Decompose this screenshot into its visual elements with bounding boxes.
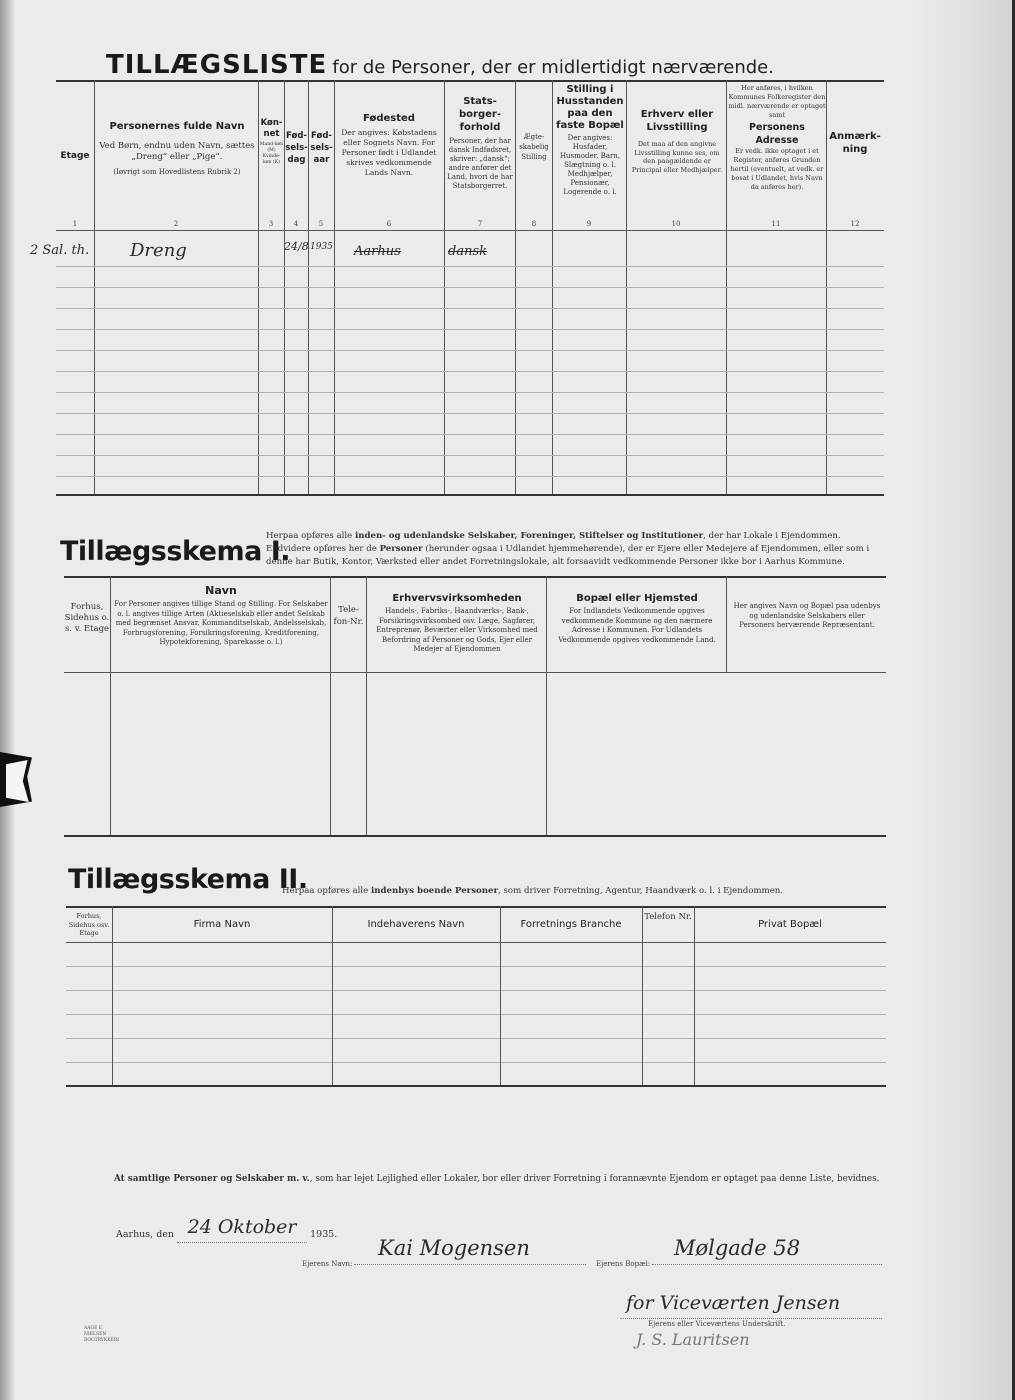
- page-fold-shadow: [912, 0, 1012, 1400]
- header-koen-label: Køn-net: [260, 118, 283, 139]
- attestation-rest: , som har lejet Lejlighed eller Lokaler, bor eller driver Forretning i forannævnte Ejendom er optaget paa denne Liste, bevidnes.: [309, 1174, 880, 1184]
- skema1-header-bopael-label: Bopæl eller Hjemsted: [576, 593, 698, 604]
- skema1-header-navn: [114, 584, 328, 648]
- skema2-top-border: [66, 906, 886, 908]
- skema2-col-divider: [642, 906, 643, 1085]
- skema1-header-erhverv-note: Handels-, Fabriks-, Haandværks-, Bank-, Forsikringsvirksomhed osv. Læge, Sagfører, Entreprenør, Beværter eller Virksomhed med Befordring af Personer og Gods, Ejer eller Medejer af Ejendommen: [376, 607, 538, 653]
- attestation-bold: At samtlige Personer og Selskaber m. v.: [114, 1174, 310, 1184]
- skema1-col-divider: [726, 576, 727, 672]
- skema2-col-divider: [694, 906, 695, 1085]
- main-table-bottom-border: [56, 494, 884, 496]
- skema1-col-divider: [366, 576, 367, 835]
- header-erhverv: [628, 108, 726, 174]
- printer-imprint: AAGE E. NIELSEN BOGTRYKKERI: [84, 1326, 120, 1343]
- column-number: 11: [771, 220, 781, 228]
- skema1-header-telefon-text: Tele-fon-Nr.: [333, 605, 364, 627]
- skema2-header-etage: [66, 912, 112, 938]
- header-koen-note: Mand-køn (M) Kvinde-køn (K): [259, 142, 284, 165]
- header-anmaerkning: [827, 130, 883, 156]
- skema2-intro-text: , som driver Forretning, Agentur, Haandværk o. l. i Ejendommen.: [498, 886, 784, 896]
- header-statsborger-note: Personer, der har dansk Indfødsret, skriver: „dansk“; andre anfører det Land, hvori de har Statsborgerret.: [447, 137, 513, 190]
- skema1-header-bopael: [550, 592, 724, 645]
- date-line: [116, 1216, 338, 1243]
- header-foedselsdag-label: Fød-sels-dag: [285, 131, 308, 165]
- column-number: 2: [173, 220, 179, 228]
- main-row-line: [56, 413, 884, 414]
- skema1-intro-text: (herunder ogsaa i Udlandet hjemmehørende), der er Ejere eller Medejere af Ejendommen, eller som i denne har Butik, Kontor, Værksted eller andet Forretningslokale, alt forsaavidt vedkommende Personer ikke bor i Aarhus Kommune.: [266, 544, 870, 567]
- skema2-intro-bold: indenbys boende Personer: [370, 886, 499, 896]
- skema1-header-bottom: [64, 672, 886, 673]
- header-foedselsaar-label: Fød-sels-aar: [310, 131, 333, 165]
- main-table-header-bottom: [56, 230, 884, 231]
- skema1-bottom-border: [64, 835, 886, 837]
- column-number: 10: [671, 220, 681, 228]
- main-row-line: [56, 434, 884, 435]
- date-handwritten: 24 Oktober: [187, 1216, 297, 1238]
- header-etage-label: Etage: [60, 151, 90, 161]
- date-field: [177, 1216, 307, 1243]
- column-number: 7: [477, 220, 483, 228]
- header-statsborger: [446, 95, 514, 191]
- date-year: 1935.: [310, 1229, 338, 1240]
- entry-etage: 2 Sal. th.: [30, 243, 90, 258]
- header-aegteskab: [516, 132, 552, 162]
- main-row-line: [56, 371, 884, 372]
- skema1-header-telefon: [331, 604, 366, 628]
- header-foedselsdag: [285, 130, 308, 166]
- main-row-line: [56, 266, 884, 267]
- skema1-header-bopael-note: For Indlandets Vedkommende opgives vedkommende Kommune og den nærmere Adresse i Kommunen. For Udlandets Vedkommende opgives vedkommende Land.: [558, 607, 716, 644]
- header-adresse-note-top: Her anføres, i hvilken Kommunes Folkeregister den midl. nærværende er optaget samt: [728, 84, 826, 119]
- skema1-header-navn-label: Navn: [205, 584, 237, 597]
- skema1-intro-bold: inden- og udenlandske Selskaber, Foreninger, Stiftelser og Institutioner: [354, 531, 704, 541]
- header-navn-note: Ved Børn, endnu uden Navn, sættes „Dreng“ eller „Pige“.: [99, 141, 255, 162]
- header-navn-note2: (Iøvrigt som Hovedlistens Rubrik 2): [113, 168, 241, 176]
- skema2-header-branche: [500, 918, 642, 931]
- main-row-line: [56, 308, 884, 309]
- skema1-col-divider: [546, 576, 547, 835]
- skema1-intro-text: Herpaa opføres alle: [266, 531, 355, 541]
- skema2-header-firma-label: Firma Navn: [193, 919, 251, 930]
- skema2-title: Tillægsskema II.: [68, 864, 308, 895]
- header-koen: [259, 118, 284, 166]
- column-number: 12: [850, 220, 860, 228]
- skema1-title: Tillægsskema I.: [60, 536, 291, 567]
- skema1-header-erhverv-label: Erhvervsvirksomheden: [392, 593, 522, 604]
- column-number: 8: [531, 220, 537, 228]
- entry-foedselsaar: 1935: [310, 242, 333, 252]
- header-navn-label: Personernes fulde Navn: [109, 121, 245, 132]
- main-table-top-border: [56, 80, 884, 82]
- header-anmaerkning-label: Anmærk-ning: [829, 131, 881, 155]
- skema2-header-indehaver: [332, 918, 500, 931]
- skema1-header-repr: [732, 602, 882, 631]
- main-row-line: [56, 392, 884, 393]
- header-aegteskab-note: Ægte-skabelig Stilling: [519, 133, 549, 161]
- skema1-header-repr-note: Her angives Navn og Bopæl paa udenbys og udenlandske Selskabers eller Personers herværende Repræsentant.: [733, 602, 881, 629]
- skema2-intro: [282, 885, 886, 898]
- skema2-row-line: [66, 1038, 886, 1039]
- column-number: 3: [268, 220, 274, 228]
- header-adresse-label: Personens Adresse: [749, 122, 805, 146]
- main-title-word: TILLÆGSLISTE: [106, 50, 328, 80]
- caretaker-label: Ejerens eller Viceværtens Underskrift.: [648, 1320, 786, 1328]
- entry-foedested: Aarhus: [354, 244, 401, 259]
- main-row-line: [56, 329, 884, 330]
- header-foedested: [337, 112, 441, 178]
- skema1-col-divider: [110, 576, 111, 835]
- header-stilling-note: Der angives: Husfader, Husmoder, Barn, Slægtning o. l. Medhjælper, Pensionær, Logerende o. l.: [559, 134, 621, 196]
- skema1-header-erhverv: [370, 592, 544, 655]
- skema2-header-telefon: [642, 912, 694, 923]
- column-number: 1: [72, 220, 78, 228]
- header-adresse-note: Er vedk. ikke optaget i et Register, anføres Grunden hertil (eventuelt, at vedk. er bosat i Udlandet, hvis Navn da anføres her).: [730, 147, 824, 191]
- column-number: 9: [586, 220, 592, 228]
- skema2-bottom-border: [66, 1085, 886, 1087]
- header-stilling-label: Stilling i Husstanden paa den faste Bopæl: [556, 84, 624, 131]
- header-erhverv-note: Det maa af den angivne Livsstilling kunne ses, om den paagældende er Principal eller Medhjælper.: [631, 140, 723, 174]
- entry-statsborger: dansk: [448, 244, 487, 259]
- main-row-line: [56, 350, 884, 351]
- header-etage: [56, 150, 94, 163]
- header-navn: [98, 120, 256, 177]
- skema2-col-divider: [500, 906, 501, 1085]
- skema1-header-etage-text: Forhus, Sidehus o. s. v. Etage: [64, 602, 110, 634]
- caretaker-signature: for Viceværten Jensen: [626, 1292, 841, 1314]
- skema2-row-line: [66, 1014, 886, 1015]
- skema2-row-line: [66, 990, 886, 991]
- skema2-row-line: [66, 966, 886, 967]
- skema2-header-indehaver-label: Indehaverens Navn: [367, 919, 465, 930]
- second-signature: J. S. Lauritsen: [636, 1330, 750, 1349]
- owner-name-label: Ejerens Navn:: [302, 1260, 353, 1268]
- skema1-intro: [266, 530, 884, 569]
- main-row-line: [56, 287, 884, 288]
- skema2-header-privat: [694, 918, 886, 931]
- skema2-header-telefon-text: Telefon Nr.: [644, 912, 692, 922]
- header-erhverv-label: Erhverv eller Livsstilling: [640, 109, 714, 133]
- column-number: 6: [386, 220, 392, 228]
- binding-spine: [0, 0, 14, 1400]
- owner-address-line: [652, 1264, 882, 1265]
- header-adresse: [728, 84, 826, 192]
- main-title: [106, 50, 774, 80]
- skema1-header-etage: [64, 602, 110, 635]
- skema2-header-firma: [112, 918, 332, 931]
- skema1-header-navn-note: For Personer angives tillige Stand og Stilling. For Selskaber o. l. angives tillige Arten (Aktieselskab eller andet Selskab med begrænset Ansvar, Kommanditselskab, Andelsselskab, Forbrugsforening, Forsikringsforening, Kreditforening, Hypotekforening, Sparekasse o. l.): [114, 600, 328, 646]
- main-row-line: [56, 476, 884, 477]
- owner-name-signature: Kai Mogensen: [378, 1236, 530, 1260]
- skema2-header-branche-label: Forretnings Branche: [520, 919, 622, 930]
- main-row-line: [56, 455, 884, 456]
- header-foedested-label: Fødested: [363, 113, 415, 124]
- header-statsborger-label: Stats-borger-forhold: [459, 96, 501, 133]
- header-foedested-note: Der angives: Købstadens eller Sognets Navn. For Personer født i Udlandet skrives vedkommende Lands Navn.: [341, 128, 437, 177]
- caretaker-signature-line: [620, 1318, 882, 1319]
- skema1-top-border: [64, 576, 886, 578]
- header-foedselsaar: [309, 130, 334, 166]
- main-subtitle: for de Personer, der er midlertidigt nærværende.: [332, 57, 774, 78]
- skema2-intro-text: Herpaa opføres alle: [282, 886, 371, 896]
- date-place: Aarhus, den: [116, 1229, 175, 1240]
- owner-address-label: Ejerens Bopæl:: [596, 1260, 651, 1268]
- skema2-header-bottom: [66, 942, 886, 943]
- entry-foedselsdag: 24/8: [284, 240, 309, 253]
- header-stilling: [554, 84, 626, 197]
- skema2-col-divider: [112, 906, 113, 1085]
- owner-name-line: [354, 1264, 586, 1265]
- skema1-intro-text: , der har Lokale i Ejendommen. Endvidere opføres her de: [266, 531, 841, 554]
- owner-address-handwritten: Mølgade 58: [674, 1236, 801, 1260]
- skema1-intro-bold: Personer: [379, 544, 423, 554]
- attestation-text: [114, 1174, 884, 1184]
- skema2-header-etage-text: Forhus, Sidehus osv. Etage: [68, 912, 110, 937]
- skema2-col-divider: [332, 906, 333, 1085]
- column-number: 5: [318, 220, 324, 228]
- entry-navn: Dreng: [130, 240, 187, 261]
- skema2-row-line: [66, 1062, 886, 1063]
- skema2-header-privat-label: Privat Bopæl: [758, 919, 822, 930]
- column-number: 4: [293, 220, 299, 228]
